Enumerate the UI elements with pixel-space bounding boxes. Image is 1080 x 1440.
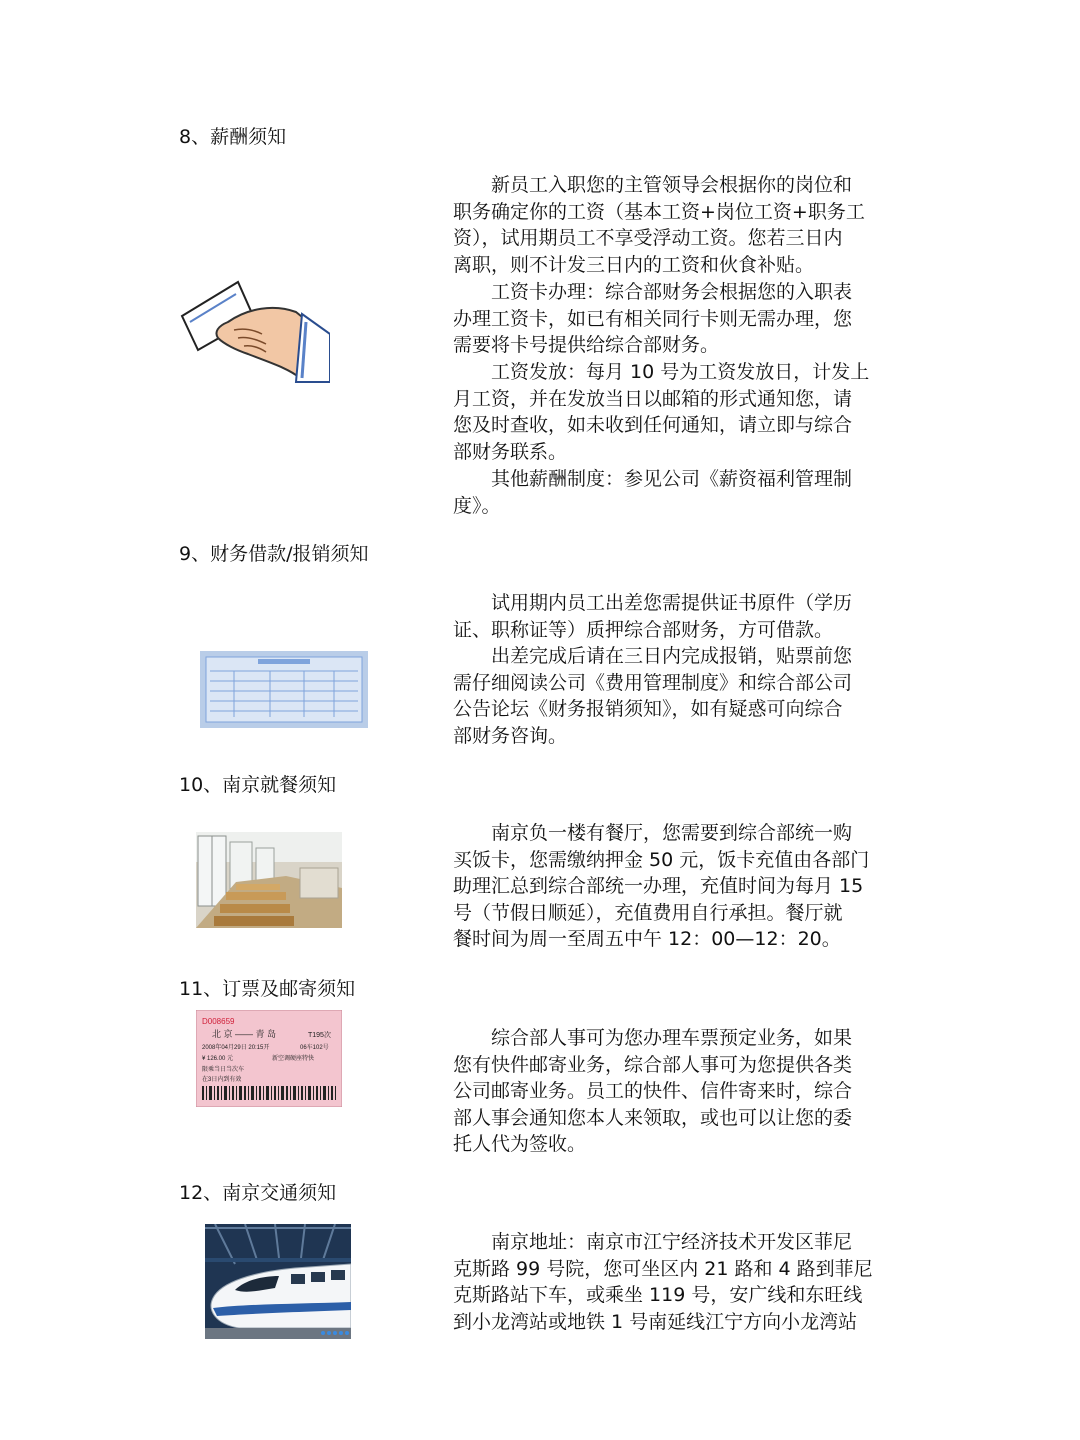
ticket-seat: 06车102号 <box>300 1045 329 1051</box>
section-8-paragraph-2: 工资卡办理：综合部财务会根据您的入职表 办理工资卡，如已有相关同行卡则无需办理，您 需要将卡号提供给综合部财务。 <box>453 281 853 357</box>
section-10-heading: 10、南京就餐须知 <box>179 774 337 796</box>
section-11-paragraph-1: 综合部人事可为您办理车票预定业务，如果 您有快件邮寄业务，综合部人事可为您提供各类 公司邮寄业务。员工的快件、信件寄来时，综合 部人事会通知您本人来领取，或也可以让您的委 托人代为签收。 <box>453 1027 853 1156</box>
ticket-route: 北 京 —— 青 岛 <box>212 1029 277 1039</box>
section-10-paragraph-1: 南京负一楼有餐厅，您需要到综合部统一购 买饭卡，您需缴纳押金 50 元，饭卡充值由各部门 助理汇总到综合部统一办理，充值时间为每月 15 号（节假日顺延），充值费用自行承担。餐厅就 餐时间为周一至周五中午 12：00—12：20。 <box>453 822 870 951</box>
section-12-paragraph-1: 南京地址：南京市江宁经济技术开发区菲尼 克斯路 99 号院，您可坐区内 21 路和 4 路到菲尼 克斯路站下车，或乘坐 119 号，安广线和东旺线 到小龙湾站或地铁 1 号南延线江宁方向小龙湾站 <box>453 1231 873 1333</box>
ticket-validity: 在3日内到有效 <box>202 1077 242 1083</box>
section-12-heading: 12、南京交通须知 <box>179 1182 337 1204</box>
ticket-date: 2008年04月29日 20:15开 <box>202 1045 270 1051</box>
section-11-heading: 11、订票及邮寄须知 <box>179 978 356 1000</box>
section-8-paragraph-4: 其他薪酬制度：参见公司《薪资福利管理制 度》。 <box>453 468 853 517</box>
ticket-train-no: T195次 <box>308 1032 331 1039</box>
section-9-paragraph-1: 试用期内员工出差您需提供证书原件（学历 证、职称证等）质押综合部财务，方可借款。 <box>453 592 853 641</box>
canteen-photo-icon <box>196 832 342 928</box>
ticket-serial: D008659 <box>202 1017 235 1026</box>
section-9-paragraph-2: 出差完成后请在三日内完成报销，贴票前您 需仔细阅读公司《费用管理制度》和综合部公司 公告论坛《财务报销须知》，如有疑惑可向综合 部财务咨询。 <box>453 645 853 747</box>
section-9-heading: 9、财务借款/报销须知 <box>179 543 369 565</box>
ticket-note: 限乘当日当次车 <box>202 1067 245 1073</box>
expense-form-icon <box>200 651 368 728</box>
high-speed-train-icon <box>205 1224 351 1339</box>
ticket-price: ¥ 126.00 元 <box>202 1056 234 1062</box>
hand-holding-card-icon <box>178 278 330 383</box>
section-8-paragraph-1: 新员工入职您的主管领导会根据你的岗位和 职务确定你的工资（基本工资+岗位工资+职务工 资），试用期员工不享受浮动工资。您若三日内 离职，则不计发三日内的工资和伙食补贴。 <box>453 174 865 276</box>
section-8-paragraph-3: 工资发放：每月 10 号为工资发放日，计发上 月工资，并在发放当日以邮箱的形式通知您，请 您及时查收，如未收到任何通知，请立即与综合 部财务联系。 <box>453 361 870 463</box>
ticket-class: 新空调硬座特快 <box>272 1056 315 1062</box>
section-8-heading: 8、薪酬须知 <box>179 126 287 148</box>
train-ticket-icon <box>196 1010 342 1107</box>
